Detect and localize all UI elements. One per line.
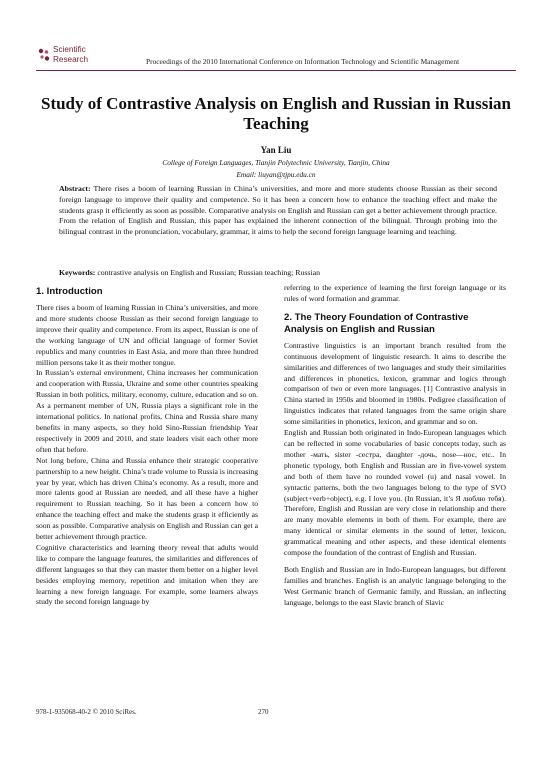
keywords [59,268,497,279]
page-number: 270 [258,708,269,716]
footer-isbn: 978-1-935068-40-2 © 2010 SciRes. [36,708,137,716]
paragraph: Both English and Russian are in Indo-European languages, but different families and branches. English is an analytic language belonging to the West Germanic branch of Germanic family, and Russian, an inflecting language, belongs to the east Slavic branch of Slavic [284,564,506,607]
section-heading-theory: 2. The Theory Foundation of Contrastive Analysis on English and Russian [284,311,469,335]
author-email: Email: liuyan@tjpu.edu.cn [236,170,316,179]
paragraph: In Russian’s external environment, China increases her communication and cooperation with Russia, Ukraine and some other countries speaking Russian in both politics, military, economy, culture, education and so on. As a permanent member of UN, Russia plays a significant role in the international politics. In national profits, China and Russia share many benefits in many aspects, so they hold Sino-Russian friendship Year respectively in 2009 and 2010, and state leaders visit each other more often that before. [36,368,258,454]
paragraph: Contrastive linguistics is an important branch resulted from the continuous development of linguistic research. It aims to describe the similarities and differences of two languages and study their similarities and differences in phonetics, lexicon, grammar and logics through comparison of two or even more languages. [1] Contrastive analysis in China started in 1950s and bloomed in 1980s. Pedigree classification of linguistics indicates that related languages from the same origin share some similarities in phonetics, lexicon, and grammar and so on. [284,340,506,427]
paper-title: Study of Contrastive Analysis on English and Russian in Russian Teaching [40,94,512,133]
logo-line2: Research [53,55,89,64]
header-rule [36,70,516,71]
paragraph: Not long before, China and Russia enhance their strategic cooperative partnership to a new height. China’s trade volume to Russia is increasing year by year, which has driven China’s economy. As a result, more and more talents good at Russian are needed, and all these have a higher requirement to Russian teaching. So it has been a concern how to enhance the teaching effect and make the students grasp it efficiently as soon as possible. Comparative analysis on English and Russian can get a better achievement through practice. [36,455,258,542]
paragraph: Cognitive characteristics and learning theory reveal that adults would like to compare the language features, the similarities and differences of different languages so that they can master them better on a higher level besides employing memory, repetition and imitation when they are learning a new foreign language. For example, some learners always study the second foreign language by [36,542,258,607]
left-column [36,283,258,608]
section-heading-introduction: 1. Introduction [36,286,103,297]
logo-line1: Scientific [53,45,86,54]
author-affiliation: College of Foreign Languages, Tianjin Polytechnic University, Tianjin, China [162,158,390,167]
publisher-logo [38,44,108,70]
paragraph: referring to the experience of learning the first foreign language or its rules of word formation and grammar. [284,283,506,303]
keywords-label: Keywords: [59,268,96,277]
right-column [284,283,506,609]
abstract-label: Abstract: [59,184,91,193]
running-head: Proceedings of the 2010 International Conference on Information Technology and Scientific Management [146,57,460,66]
paragraph: English and Russian both originated in Indo-European languages which can be reflected in some vocabularies of basic concepts today, such as mother -мать, sister -сестра, daughter -дочь, nose—нос, etc.. In phonetic typology, both English and Russian are in five-vowel system and both of them have no rounded vowel (u) and nasal vowel. In syntactic patterns, both the two languages belong to the type of SVO (subject+verb+object), e.g. I love you. (In Russian, it’s Я люблю тебя). Therefore, English and Russian are very close in relationship and there are many movable elements in both of them. For example, there are many identical or similar elements in the sound of letter, lexicon, grammatical meaning and other aspects, and these identical elements compose the foundation of the contrast of English and Russian. [284,428,506,558]
author-name: Yan Liu [260,145,292,155]
keywords-text: contrastive analysis on English and Russian; Russian teaching; Russian [97,268,320,277]
paragraph: There rises a boom of learning Russian in China’s universities, and more and more students choose Russian as their second foreign language to improve their quality and competence. From its aspect, Russian is one of the working language of UN and official language of former Soviet republics and many countries in East Asia, and more than three hundred million persons take it as their mother tongue. [36,303,258,367]
logo-mark-icon [38,48,50,62]
abstract-text: There rises a boom of learning Russian in China’s universities, and more and more students choose Russian as their second foreign language to improve their quality and competence. So it has been a concern how to enhance the teaching effect and make the students grasp it efficiently as soon as possible. Comparative analysis on English and Russian can get a better achievement through practice. From the relation of English and Russian, this paper has explained the inherent connection of the bilingual. Through probing into the bilingual contrast in the pronunciation, vocabulary, grammar, it aims to help the second foreign language learning and teaching. [59,184,498,237]
abstract [59,184,497,238]
logo-text [53,45,88,65]
